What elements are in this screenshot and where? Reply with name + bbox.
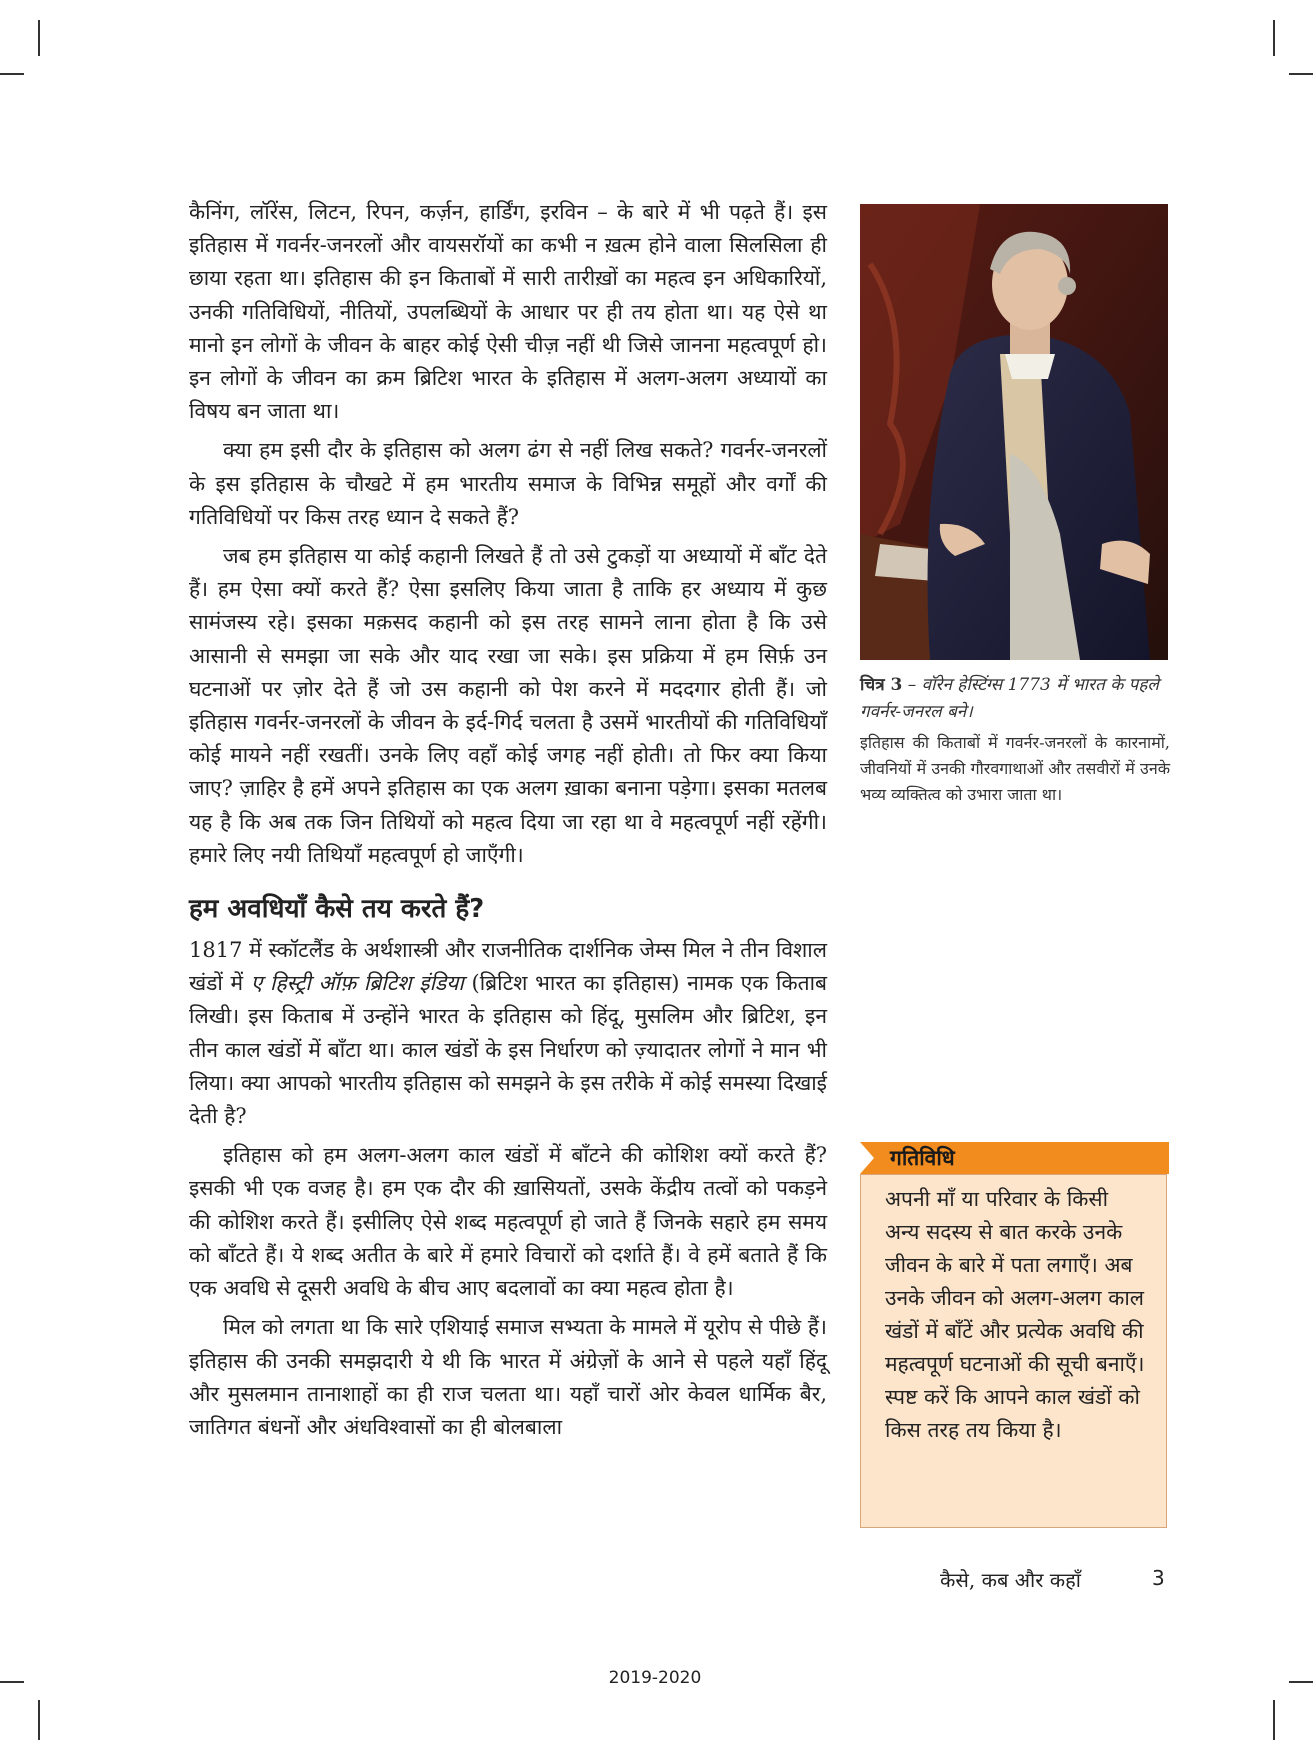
footer-chapter-title: कैसे, कब और कहाँ — [940, 1568, 1081, 1592]
crop-mark-top-left-v — [38, 20, 40, 56]
caption-body: इतिहास की किताबों में गवर्नर-जनरलों के कारनामों, जीवनियों में उनकी गौरवगाथाओं और तसवीरों में उनके भव्य व्यक्तित्व को उभारा जाता था। — [860, 733, 1170, 804]
portrait-illustration — [860, 204, 1168, 660]
section-heading: हम अवधियाँ कैसे तय करते हैं? — [189, 894, 485, 925]
book-title: ए हिस्ट्री ऑफ़ ब्रिटिश इंडिया — [250, 971, 464, 996]
figure-label: चित्र 3 — [860, 675, 903, 695]
paragraph-4-end: (ब्रिटिश भारत का इतिहास) नामक एक किताब लिखी। इस किताब में उन्होंने भारत के इतिहास को हिंदू, मुसलिम और ब्रिटिश, इन तीन काल खंडों में बाँटा था। काल खंडों के इस निर्धारण को ज़्यादातर लोगों ने मान भी लिया। क्या आपको भारतीय इतिहास को समझने के इस तरीके में कोई समस्या दिखाई देती है? — [189, 971, 828, 1129]
activity-header — [860, 1142, 1169, 1174]
crop-mark-bottom-right-v — [1273, 1700, 1275, 1740]
paragraph-3: जब हम इतिहास या कोई कहानी लिखते हैं तो उसे टुकड़ों या अध्यायों में बाँट देते हैं। हम ऐसा क्यों करते हैं? ऐसा इसलिए किया जाता है ताकि हर अध्याय में कुछ सामंजस्य रहे। इसका मक़सद कहानी को इस तरह सामने लाना होता है कि उसे आसानी से समझा जा सके और याद रखा जा सके। इस प्रक्रिया में हम सिर्फ़ उन घटनाओं पर ज़ोर देते हैं जो उस कहानी को पेश करने में मददगार होती हैं। जो इतिहास गवर्नर-जनरलों के जीवन के इर्द-गिर्द चलता है उसमें भारतीयों की गतिविधियाँ कोई मायने नहीं रखतीं। उनके लिए वहाँ कोई जगह नहीं होती। तो फिर क्या किया जाए? ज़ाहिर है हमें अपने इतिहास का एक अलग ख़ाका बनाना पड़ेगा। इसका मतलब यह है कि अब तक जिन तिथियों को महत्व दिया जा रहा था वे महत्वपूर्ण नहीं रहेंगी। हमारे लिए नयी तिथियाँ महत्वपूर्ण हो जाएँगी। — [189, 544, 827, 867]
paragraph-4-start: 1817 में स्कॉटलैंड के अर्थशास्त्री और राजनीतिक दार्शनिक जेम्स मिल ने तीन विशाल खंडों में — [189, 938, 827, 996]
crop-mark-bottom-left-v — [38, 1700, 40, 1740]
paragraph-1: कैनिंग, लॉरेंस, लिटन, रिपन, कर्ज़न, हार्डिंग, इरविन – के बारे में भी पढ़ते हैं। इस इतिहास में गवर्नर-जनरलों और वायसरॉयों का कभी न ख़त्म होने वाला सिलसिला ही छाया रहता था। इतिहास की इन किताबों में सारी तारीख़ों का महत्व इन अधिकारियों, उनकी गतिविधियों, नीतियों, उपलब्धियों के आधार पर ही तय होता था। यह ऐसे था मानो इन लोगों के जीवन के बाहर कोई ऐसी चीज़ नहीं थी जिसे जानना महत्वपूर्ण हो। इन लोगों के जीवन का क्रम ब्रिटिश भारत के इतिहास में अलग-अलग अध्यायों का विषय बन जाता था। — [189, 200, 827, 424]
paragraph-2: क्या हम इसी दौर के इतिहास को अलग ढंग से नहीं लिख सकते? गवर्नर-जनरलों के इस इतिहास के चौखटे में हम भारतीय समाज के विभिन्न समूहों और वर्गों की गतिविधियों पर किस तरह ध्यान दे सकते हैं? — [189, 438, 827, 529]
activity-box: अपनी माँ या परिवार के किसी अन्य सदस्य से बात करके उनके जीवन के बारे में पता लगाएँ। अब उनके जीवन को अलग-अलग काल खंडों में बाँटें और प्रत्येक अवधि की महत्वपूर्ण घटनाओं की सूची बनाएँ। स्पष्ट करें कि आपने काल खंडों को किस तरह तय किया है। — [860, 1174, 1167, 1528]
main-text-column — [189, 196, 827, 1450]
warren-hastings-portrait — [860, 204, 1168, 660]
paragraph-5: इतिहास को हम अलग-अलग काल खंडों में बाँटने की कोशिश क्यों करते हैं? इसकी भी एक वजह है। हम एक दौर की ख़ासियतों, उसके केंद्रीय तत्वों को पकड़ने की कोशिश करते हैं। इसीलिए ऐसे शब्द महत्वपूर्ण हो जाते हैं जिनके सहारे हम समय को बाँटते हैं। ये शब्द अतीत के बारे में हमारे विचारों को दर्शाते हैं। वे हमें बताते हैं कि एक अवधि से दूसरी अवधि के बीच आए बदलावों का क्या महत्व होता है। — [189, 1143, 827, 1301]
crop-mark-top-left-h — [0, 73, 24, 75]
crop-mark-top-right-v — [1273, 20, 1275, 56]
arrow-icon — [860, 1142, 874, 1174]
year-label: 2019-2020 — [608, 1668, 702, 1688]
caption-title — [860, 672, 1170, 726]
paragraph-4 — [189, 934, 827, 1133]
paragraph-6: मिल को लगता था कि सारे एशियाई समाज सभ्यता के मामले में यूरोप से पीछे हैं। इतिहास की उनकी समझदारी ये थी कि भारत में अंग्रेज़ों के आने से पहले यहाँ हिंदू और मुसलमान तानाशाहों का ही राज चलता था। यहाँ चारों ओर केवल धार्मिक बैर, जातिगत बंधनों और अंधविश्वासों का ही बोलबाला — [189, 1315, 827, 1439]
crop-mark-bottom-right-h — [1289, 1681, 1313, 1683]
activity-label: गतिविधि — [890, 1146, 955, 1170]
figure-caption — [860, 672, 1170, 808]
figure-title: – वॉरेन हेस्टिंग्स 1773 में भारत के पहले गवर्नर-जनरल बने। — [860, 675, 1159, 722]
crop-mark-top-right-h — [1289, 73, 1313, 75]
crop-mark-bottom-left-h — [0, 1681, 24, 1683]
page-number: 3 — [1152, 1566, 1165, 1590]
